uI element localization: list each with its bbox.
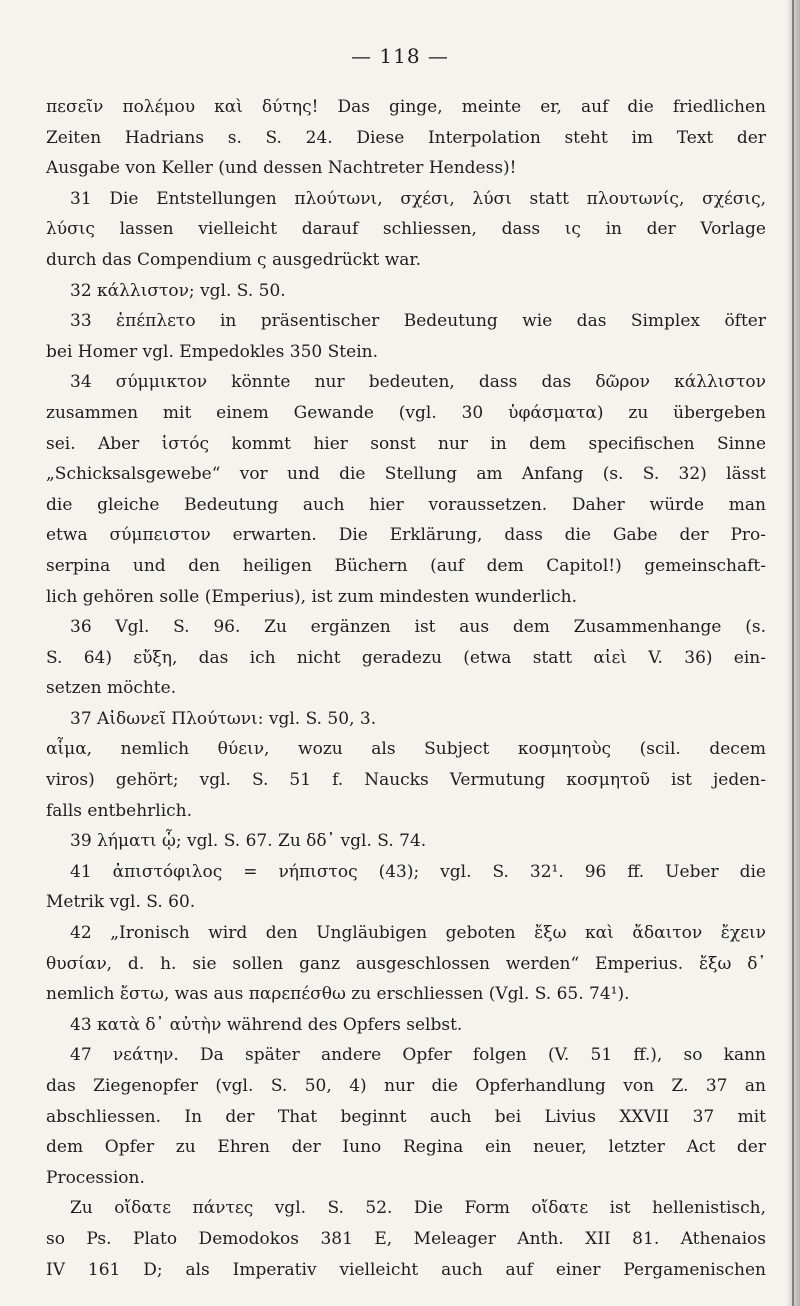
text-line: 39 λήματι ᾧ; vgl. S. 67. Zu δδ᾽ vgl. S. 74. (70, 831, 427, 852)
text-line: serpina und den heiligen Büchern (auf dem Capitol!) gemeinschaft- (46, 555, 766, 576)
text-line: etwa σύμπειστον erwarten. Die Erklärung, dass die Gabe der Pro- (46, 525, 766, 546)
text-line: abschliessen. In der That beginnt auch bei Livius XXVII 37 mit (46, 1106, 766, 1127)
text-line: 31 Die Entstellungen πλούτωνι, σχέσι, λύσι statt πλουτωνίς, σχέσις, (70, 188, 766, 209)
text-line: durch das Compendium ς ausgedrückt war. (46, 249, 422, 270)
text-line: Zeiten Hadrians s. S. 24. Diese Interpolation steht im Text der (46, 127, 766, 148)
page-number: — 118 — (351, 44, 449, 68)
text-line: 42 „Ironisch wird den Ungläubigen geboten ἔξω καὶ ἄδαιτον ἔχειν (70, 923, 766, 944)
text-line: S. 64) εὔξη, das ich nicht geradezu (etwa statt αἰεὶ V. 36) ein- (46, 647, 766, 668)
page-edge-line (792, 0, 794, 1306)
text-line: das Ziegenopfer (vgl. S. 50, 4) nur die Opferhandlung von Z. 37 an (46, 1076, 766, 1096)
text-line: dem Opfer zu Ehren der Iuno Regina ein neuer, letzter Act der (46, 1137, 766, 1158)
text-line: IV 161 D; als Imperativ vielleicht auch auf einer Pergamenischen (46, 1259, 766, 1280)
text-line: αἷμα, nemlich θύειν, wozu als Subject κοσμητοὺς (scil. decem (46, 739, 766, 760)
text-line: zusammen mit einem Gewande (vgl. 30 ὑφάσματα) zu übergeben (46, 402, 766, 423)
text-line: viros) gehört; vgl. S. 51 f. Naucks Vermutung κοσμητοῦ ist jeden- (46, 770, 766, 791)
text-line: 36 Vgl. S. 96. Zu ergänzen ist aus dem Zusammenhange (s. (70, 617, 766, 638)
text-line: die gleiche Bedeutung auch hier voraussetzen. Daher würde man (46, 494, 766, 515)
text-line: nemlich ἔστω, was aus παρεπέσθω zu erschliessen (Vgl. S. 65. 74¹). (46, 984, 630, 1005)
text-line: Procession. (46, 1167, 145, 1188)
text-line: Metrik vgl. S. 60. (46, 892, 196, 913)
text-line: so Ps. Plato Demodokos 381 E, Meleager Anth. XII 81. Athenaios (46, 1228, 766, 1249)
text-line: 43 κατὰ δ᾽ αὐτὴν während des Opfers selbst. (70, 1014, 463, 1035)
text-line: bei Homer vgl. Empedokles 350 Stein. (46, 341, 378, 362)
text-line: 32 κάλλιστον; vgl. S. 50. (70, 280, 286, 301)
text-line: 34 σύμμικτον könnte nur bedeuten, dass das δῶρον κάλλιστον (70, 372, 766, 393)
text-line: falls entbehrlich. (46, 800, 193, 821)
text-line: sei. Aber ἱστός kommt hier sonst nur in dem specifischen Sinne (46, 433, 766, 454)
text-line: setzen möchte. (46, 678, 177, 699)
text-line: „Schicksalsgewebe“ vor und die Stellung am Anfang (s. S. 32) lässt (46, 464, 766, 485)
text-line: Ausgabe von Keller (und dessen Nachtreter Hendess)! (46, 158, 517, 179)
text-line: 47 νεάτην. Da später andere Opfer folgen (V. 51 ff.), so kann (70, 1045, 766, 1066)
commentary-body (46, 92, 766, 1285)
text-line: lich gehören solle (Emperius), ist zum mindesten wunderlich. (46, 586, 578, 607)
text-line: θυσίαν, d. h. sie sollen ganz ausgeschlossen werden“ Emperius. ἔξω δ᾽ (46, 953, 766, 974)
text-line: λύσις lassen vielleicht darauf schliessen, dass ις in der Vorlage (46, 219, 766, 240)
text-line: 41 ἀπιστόφιλος = νήπιστος (43); vgl. S. 32¹. 96 ff. Ueber die (70, 861, 766, 882)
text-line: 33 ἐπέπλετο in präsentischer Bedeutung wie das Simplex öfter (70, 311, 766, 332)
text-line: πεσεῖν πολέμου καὶ δύτης! Das ginge, meinte er, auf die friedlichen (46, 97, 766, 117)
text-line: 37 Αἰδωνεῖ Πλούτωνι: vgl. S. 50, 3. (70, 708, 377, 729)
text-line: Zu οἴδατε πάντες vgl. S. 52. Die Form οἴδατε ist hellenistisch, (70, 1198, 766, 1219)
